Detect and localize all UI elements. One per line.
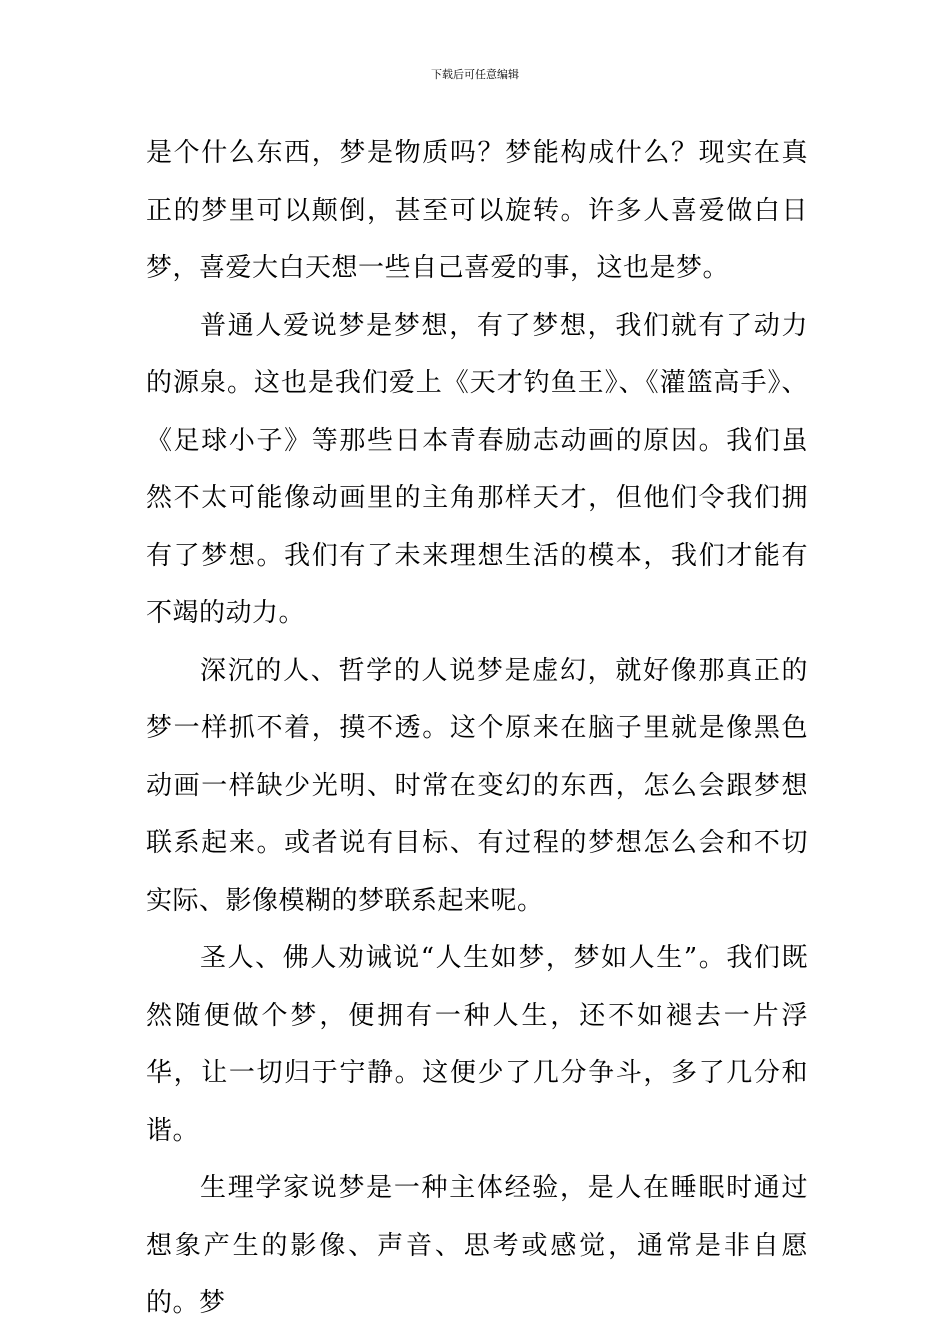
document-body [146,125,808,1333]
paragraph-4: 圣人、佛人劝诫说“人生如梦，梦如人生”。我们既然随便做个梦，便拥有一种人生，还不如褪去一片浮华，让一切归于宁静。这便少了几分争斗，多了几分和谐。 [146,943,808,1146]
paragraph-3: 深沉的人、哲学的人说梦是虚幻，就好像那真正的梦一样抓不着，摸不透。这个原来在脑子里就是像黑色动画一样缺少光明、时常在变幻的东西，怎么会跟梦想联系起来。或者说有目标、有过程的梦想怎么会和不切实际、影像模糊的梦联系起来呢。 [146,655,808,916]
paragraph-2: 普通人爱说梦是梦想，有了梦想，我们就有了动力的源泉。这也是我们爱上《天才钓鱼王》、《灌篮高手》、《足球小子》等那些日本青春励志动画的原因。我们虽然不太可能像动画里的主角那样天才，但他们令我们拥有了梦想。我们有了未来理想生活的模本，我们才能有不竭的动力。 [146,310,808,628]
paragraph-5: 生理学家说梦是一种主体经验，是人在睡眠时通过想象产生的影像、声音、思考或感觉，通常是非自愿的。梦 [146,1173,808,1318]
page-header: 下载后可任意编辑 [431,68,519,81]
paragraph-1: 是个什么东西，梦是物质吗？梦能构成什么？现实在真正的梦里可以颠倒，甚至可以旋转。许多人喜爱做白日梦，喜爱大白天想一些自己喜爱的事，这也是梦。 [146,138,808,283]
